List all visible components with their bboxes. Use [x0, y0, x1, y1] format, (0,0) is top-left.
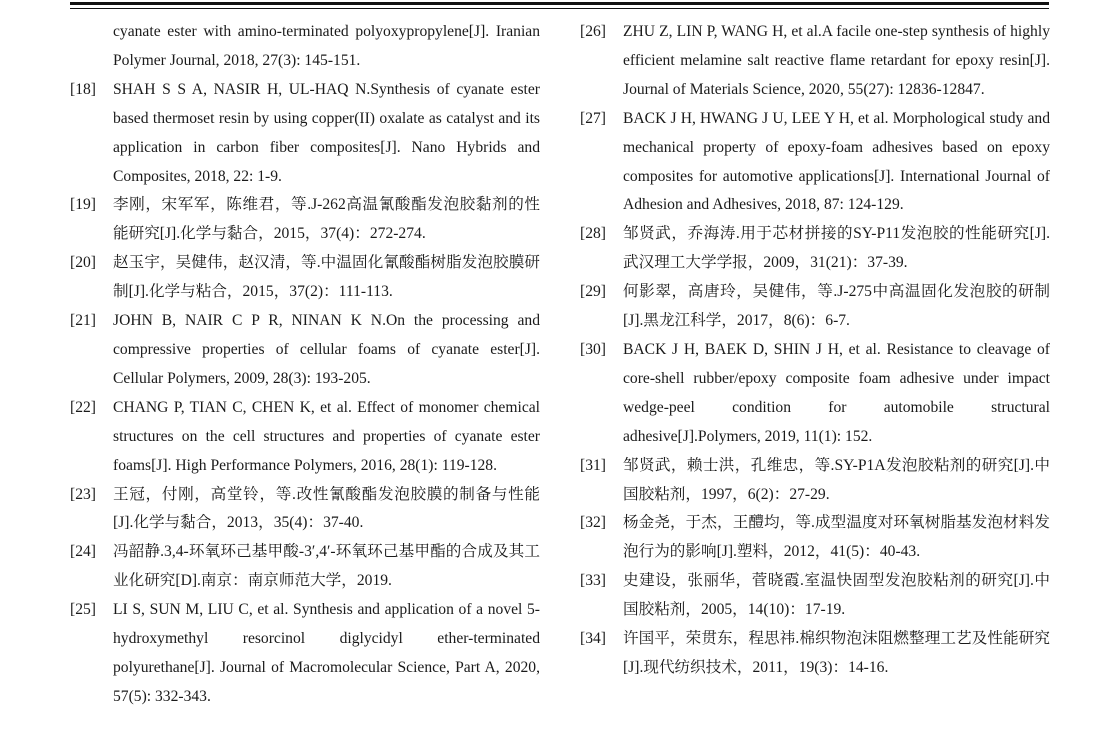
reference-text: SHAH S S A, NASIR H, UL-HAQ N.Synthesis of cyanate ester based thermoset resin by using copper(II) oxalate as catalyst and its application in carbon fiber composites[J]. Nano Hybrids and Composites, 2018, 22: 1-9.: [113, 80, 540, 185]
reference-entry-continued: [70, 18, 540, 76]
reference-number: [30]: [580, 340, 606, 358]
reference-entry: [580, 18, 1050, 105]
reference-text: 何影翠，高唐玲，吴健伟，等.J-275中高温固化发泡胶的研制[J].黑龙江科学，2017，8(6)：6-7.: [623, 283, 1050, 330]
reference-entry: [70, 249, 540, 307]
reference-entry: [70, 538, 540, 596]
reference-text: 王冠，付刚，高堂铃，等.改性氰酸酯发泡胶膜的制备与性能[J].化学与黏合，2013，35(4)：37-40.: [113, 485, 540, 532]
reference-entry: [580, 220, 1050, 278]
reference-text: BACK J H, BAEK D, SHIN J H, et al. Resistance to cleavage of core-shell rubber/epoxy composite foam adhesive under impact wedge-peel condition for automobile structural adhesive[J].Polymers, 2019, 11(1): 152.: [623, 340, 1050, 445]
reference-text: 冯韶静.3,4-环氧环己基甲酸-3′,4′-环氧环己基甲酯的合成及其工业化研究[D].南京：南京师范大学，2019.: [113, 543, 540, 590]
reference-entry: [70, 307, 540, 394]
reference-number: [21]: [70, 312, 96, 330]
reference-entry: [580, 336, 1050, 452]
reference-number: [27]: [580, 109, 606, 127]
reference-text: 赵玉宇，吴健伟，赵汉清，等.中温固化氰酸酯树脂发泡胶膜研制[J].化学与粘合，2015，37(2)：111-113.: [113, 254, 540, 301]
reference-entry: [70, 596, 540, 712]
reference-entry: [580, 278, 1050, 336]
reference-number: [29]: [580, 283, 606, 301]
reference-text: 邹贤武，赖士洪，孔维忠，等.SY-P1A发泡胶粘剂的研究[J].中国胶粘剂，1997，6(2)：27-29.: [623, 456, 1050, 503]
reference-number: [18]: [70, 80, 96, 98]
reference-number: [25]: [70, 601, 96, 619]
reference-text: 史建设，张丽华，菅晓霞.室温快固型发泡胶粘剂的研究[J].中国胶粘剂，2005，14(10)：17-19.: [623, 572, 1050, 619]
reference-number: [22]: [70, 398, 96, 416]
reference-number: [19]: [70, 196, 96, 214]
reference-text: 李刚，宋军军，陈维君，等.J-262高温氰酸酯发泡胶黏剂的性能研究[J].化学与黏合，2015，37(4)：272-274.: [113, 196, 540, 243]
reference-number: [34]: [580, 630, 606, 648]
reference-entry: [580, 452, 1050, 510]
reference-number: [32]: [580, 514, 606, 532]
reference-number: [23]: [70, 485, 96, 503]
reference-text: BACK J H, HWANG J U, LEE Y H, et al. Morphological study and mechanical property of epoxy-foam adhesives based on epoxy composites for automotive applications[J]. International Journal of Adhesion and Adhesives, 2018, 87: 124-129.: [623, 109, 1050, 214]
reference-text: 邹贤武，乔海涛.用于芯材拼接的SY-P11发泡胶的性能研究[J].武汉理工大学学报，2009，31(21)：37-39.: [623, 225, 1050, 272]
reference-entry: [580, 567, 1050, 625]
reference-text: 杨金尧，于杰，王醴均，等.成型温度对环氧树脂基发泡材料发泡行为的影响[J].塑料，2012，41(5)：40-43.: [623, 514, 1050, 561]
reference-number: [20]: [70, 254, 96, 272]
reference-number: [26]: [580, 23, 606, 40]
reference-text: 许国平，荣贯东，程思祎.棉织物泡沫阻燃整理工艺及性能研究[J].现代纺织技术，2011，19(3)：14-16.: [623, 630, 1050, 676]
reference-entry: [70, 191, 540, 249]
reference-entry: [580, 105, 1050, 221]
reference-entry: [580, 625, 1050, 683]
reference-number: [31]: [580, 456, 606, 474]
reference-column-right: [580, 18, 1050, 683]
reference-entry: [70, 76, 540, 192]
reference-text: JOHN B, NAIR C P R, NINAN K N.On the processing and compressive properties of cellular foams of cyanate ester[J]. Cellular Polymers, 2009, 28(3): 193-205.: [113, 312, 540, 387]
reference-entry: [580, 509, 1050, 567]
reference-number: [33]: [580, 572, 606, 590]
header-rule-thin: [70, 8, 1049, 9]
reference-text: CHANG P, TIAN C, CHEN K, et al. Effect of monomer chemical structures on the cell structures and properties of cyanate ester foams[J]. High Performance Polymers, 2016, 28(1): 119-128.: [113, 398, 540, 474]
reference-number: [24]: [70, 543, 96, 561]
reference-number: [28]: [580, 225, 606, 243]
reference-text: ZHU Z, LIN P, WANG H, et al.A facile one-step synthesis of highly efficient melamine salt reactive flame retardant for epoxy resin[J]. Journal of Materials Science, 2020, 55(27): 12836-12847.: [623, 23, 1050, 98]
reference-entry: [70, 394, 540, 481]
header-rule-thick: [70, 2, 1049, 5]
reference-text: cyanate ester with amino-terminated polyoxypropylene[J]. Iranian Polymer Journal, 2018, 27(3): 145-151.: [113, 23, 540, 69]
reference-column-left: [70, 18, 540, 712]
reference-entry: [70, 481, 540, 539]
reference-text: LI S, SUN M, LIU C, et al. Synthesis and application of a novel 5-hydroxymethyl resorcinol diglycidyl ether-terminated polyurethane[J]. Journal of Macromolecular Science, Part A, 2020, 57(5): 332-343.: [113, 601, 540, 705]
